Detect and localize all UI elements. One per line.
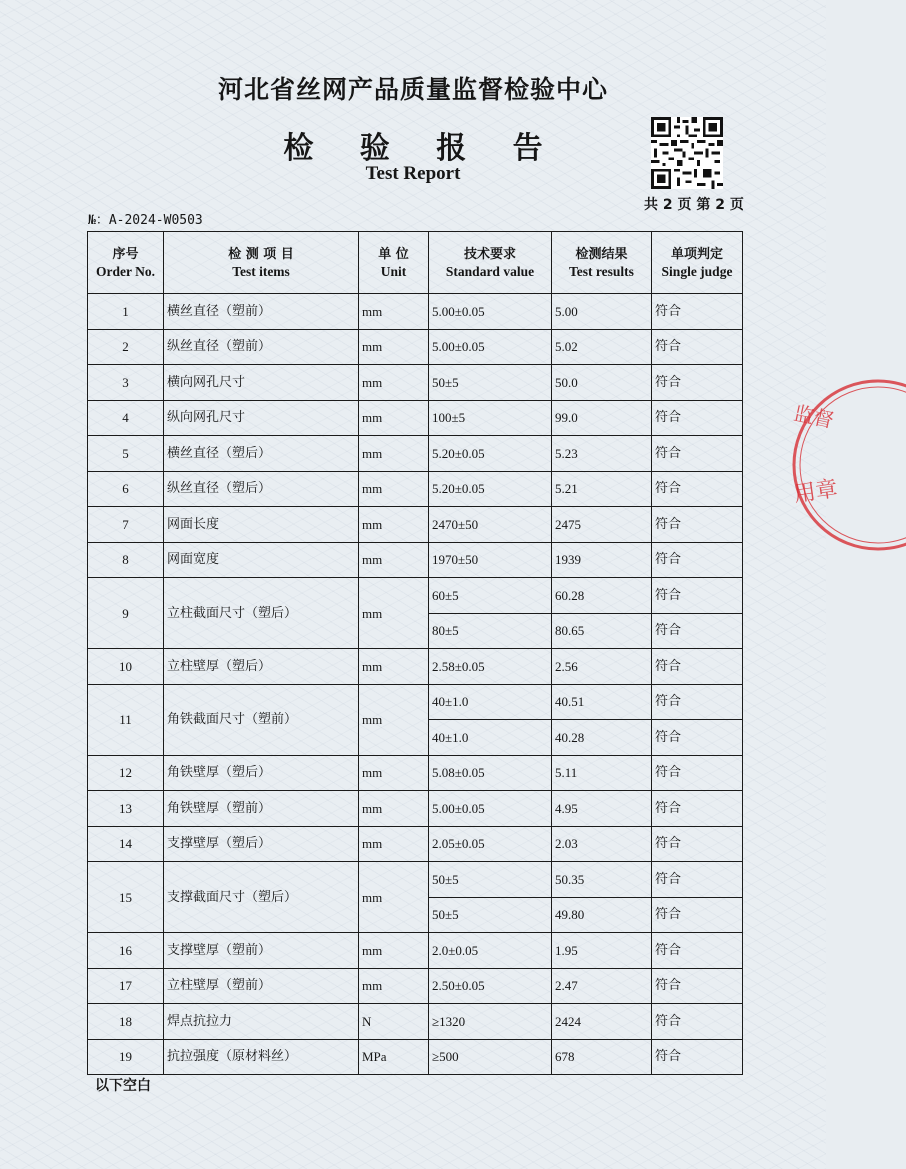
test-result-cell: 80.65 xyxy=(552,613,652,649)
unit-cell: mm xyxy=(359,968,429,1004)
order-no-cell: 16 xyxy=(88,933,164,969)
table-row xyxy=(88,1039,743,1075)
organization-title: 河北省丝网产品质量监督检验中心 xyxy=(217,75,608,104)
standard-value-cell: 2.05±0.05 xyxy=(429,826,552,862)
table-row xyxy=(88,684,743,720)
table-row xyxy=(88,862,743,898)
table-row xyxy=(88,400,743,436)
unit-cell: mm xyxy=(359,507,429,543)
judge-cell: 符合 xyxy=(652,507,743,543)
test-item-cell: 横丝直径（塑后） xyxy=(164,436,359,472)
table-row xyxy=(88,826,743,862)
test-result-cell: 60.28 xyxy=(552,578,652,614)
test-item-cell: 立柱壁厚（塑后） xyxy=(164,649,359,685)
header-unit xyxy=(359,232,429,294)
standard-value-cell: 5.00±0.05 xyxy=(429,329,552,365)
judge-cell: 符合 xyxy=(652,294,743,330)
unit-cell: mm xyxy=(359,436,429,472)
test-results-table xyxy=(87,231,743,1075)
unit-cell: mm xyxy=(359,791,429,827)
table-header-row xyxy=(88,232,743,294)
blank-below-note: 以下空白 xyxy=(95,1078,151,1094)
judge-cell: 符合 xyxy=(652,1004,743,1040)
test-result-cell: 678 xyxy=(552,1039,652,1075)
standard-value-cell: 40±1.0 xyxy=(429,684,552,720)
judge-cell: 符合 xyxy=(652,400,743,436)
seal-text-bottom: 用章 xyxy=(792,476,840,508)
judge-cell: 符合 xyxy=(652,755,743,791)
standard-value-cell: 5.08±0.05 xyxy=(429,755,552,791)
header-single-judge xyxy=(652,232,743,294)
table-row xyxy=(88,755,743,791)
order-no-cell: 6 xyxy=(88,471,164,507)
order-no-cell: 17 xyxy=(88,968,164,1004)
test-result-cell: 1939 xyxy=(552,542,652,578)
report-number: №：A-2024-W0503 xyxy=(88,213,203,228)
unit-cell: mm xyxy=(359,684,429,755)
table-row xyxy=(88,471,743,507)
judge-cell: 符合 xyxy=(652,1039,743,1075)
test-result-cell: 2.03 xyxy=(552,826,652,862)
test-item-cell: 支撑壁厚（塑后） xyxy=(164,826,359,862)
order-no-cell: 11 xyxy=(88,684,164,755)
standard-value-cell: 5.00±0.05 xyxy=(429,791,552,827)
test-result-cell: 5.21 xyxy=(552,471,652,507)
header-judge-cn: 单项判定 xyxy=(670,246,723,262)
unit-cell: mm xyxy=(359,471,429,507)
order-no-cell: 4 xyxy=(88,400,164,436)
unit-cell: mm xyxy=(359,329,429,365)
test-item-cell: 网面宽度 xyxy=(164,542,359,578)
test-result-cell: 5.00 xyxy=(552,294,652,330)
page-indicator: 共 2 页 第 2 页 xyxy=(644,197,744,213)
standard-value-cell: 100±5 xyxy=(429,400,552,436)
standard-value-cell: 1970±50 xyxy=(429,542,552,578)
test-item-cell: 横向网孔尺寸 xyxy=(164,365,359,401)
header-order-cn: 序号 xyxy=(112,246,139,262)
judge-cell: 符合 xyxy=(652,791,743,827)
header-unit-cn: 单 位 xyxy=(378,246,409,262)
header-res-cn: 检测结果 xyxy=(575,246,628,262)
test-item-cell: 纵丝直径（塑前） xyxy=(164,329,359,365)
test-item-cell: 角铁壁厚（塑前） xyxy=(164,791,359,827)
judge-cell: 符合 xyxy=(652,826,743,862)
standard-value-cell: 5.20±0.05 xyxy=(429,471,552,507)
test-item-cell: 横丝直径（塑前） xyxy=(164,294,359,330)
test-result-cell: 4.95 xyxy=(552,791,652,827)
judge-cell: 符合 xyxy=(652,365,743,401)
unit-cell: mm xyxy=(359,862,429,933)
test-item-cell: 纵向网孔尺寸 xyxy=(164,400,359,436)
order-no-cell: 8 xyxy=(88,542,164,578)
table-row xyxy=(88,365,743,401)
table-row xyxy=(88,791,743,827)
table-row xyxy=(88,507,743,543)
judge-cell: 符合 xyxy=(652,542,743,578)
order-no-cell: 2 xyxy=(88,329,164,365)
unit-cell: mm xyxy=(359,542,429,578)
judge-cell: 符合 xyxy=(652,684,743,720)
standard-value-cell: 50±5 xyxy=(429,862,552,898)
standard-value-cell: 50±5 xyxy=(429,365,552,401)
test-result-cell: 40.51 xyxy=(552,684,652,720)
unit-cell: mm xyxy=(359,649,429,685)
order-no-cell: 9 xyxy=(88,578,164,649)
header-order-no xyxy=(88,232,164,294)
seal-text-top: 监督 xyxy=(791,400,836,433)
test-result-cell: 5.23 xyxy=(552,436,652,472)
judge-cell: 符合 xyxy=(652,613,743,649)
judge-cell: 符合 xyxy=(652,968,743,1004)
table-row xyxy=(88,294,743,330)
order-no-cell: 14 xyxy=(88,826,164,862)
order-no-cell: 7 xyxy=(88,507,164,543)
test-result-cell: 49.80 xyxy=(552,897,652,933)
standard-value-cell: 80±5 xyxy=(429,613,552,649)
table-row xyxy=(88,329,743,365)
header-test-results xyxy=(552,232,652,294)
order-no-cell: 15 xyxy=(88,862,164,933)
order-no-cell: 3 xyxy=(88,365,164,401)
report-title-en: Test Report xyxy=(365,163,461,184)
standard-value-cell: 2470±50 xyxy=(429,507,552,543)
order-no-cell: 5 xyxy=(88,436,164,472)
test-result-cell: 1.95 xyxy=(552,933,652,969)
official-seal-stamp xyxy=(786,370,906,560)
test-result-cell: 5.02 xyxy=(552,329,652,365)
judge-cell: 符合 xyxy=(652,897,743,933)
unit-cell: mm xyxy=(359,365,429,401)
standard-value-cell: ≥1320 xyxy=(429,1004,552,1040)
test-item-cell: 支撑壁厚（塑前） xyxy=(164,933,359,969)
standard-value-cell: 5.20±0.05 xyxy=(429,436,552,472)
judge-cell: 符合 xyxy=(652,862,743,898)
judge-cell: 符合 xyxy=(652,436,743,472)
unit-cell: mm xyxy=(359,294,429,330)
standard-value-cell: 5.00±0.05 xyxy=(429,294,552,330)
qr-code-icon xyxy=(651,117,723,189)
test-result-cell: 50.0 xyxy=(552,365,652,401)
report-title-cn: 检 验 报 告 xyxy=(283,131,561,166)
table-row xyxy=(88,436,743,472)
header-order-en: Order No. xyxy=(96,263,155,279)
judge-cell: 符合 xyxy=(652,933,743,969)
standard-value-cell: 60±5 xyxy=(429,578,552,614)
header-item-cn: 检 测 项 目 xyxy=(228,246,294,262)
judge-cell: 符合 xyxy=(652,649,743,685)
order-no-cell: 19 xyxy=(88,1039,164,1075)
order-no-cell: 12 xyxy=(88,755,164,791)
header-unit-en: Unit xyxy=(380,263,407,279)
test-result-cell: 50.35 xyxy=(552,862,652,898)
test-item-cell: 焊点抗拉力 xyxy=(164,1004,359,1040)
test-item-cell: 网面长度 xyxy=(164,507,359,543)
test-result-cell: 2.56 xyxy=(552,649,652,685)
table-row xyxy=(88,1004,743,1040)
unit-cell: mm xyxy=(359,755,429,791)
unit-cell: MPa xyxy=(359,1039,429,1075)
table-row xyxy=(88,578,743,614)
standard-value-cell: 2.0±0.05 xyxy=(429,933,552,969)
standard-value-cell: ≥500 xyxy=(429,1039,552,1075)
table-row xyxy=(88,933,743,969)
test-result-cell: 99.0 xyxy=(552,400,652,436)
standard-value-cell: 50±5 xyxy=(429,897,552,933)
table-row xyxy=(88,968,743,1004)
order-no-cell: 13 xyxy=(88,791,164,827)
header-test-items xyxy=(164,232,359,294)
test-result-cell: 2424 xyxy=(552,1004,652,1040)
header-item-en: Test items xyxy=(232,263,290,279)
header-res-en: Test results xyxy=(569,263,634,279)
table-row xyxy=(88,542,743,578)
standard-value-cell: 2.58±0.05 xyxy=(429,649,552,685)
test-item-cell: 角铁壁厚（塑后） xyxy=(164,755,359,791)
test-item-cell: 抗拉强度（原材料丝） xyxy=(164,1039,359,1075)
test-result-cell: 2.47 xyxy=(552,968,652,1004)
unit-cell: mm xyxy=(359,826,429,862)
header-std-cn: 技术要求 xyxy=(463,246,516,262)
unit-cell: N xyxy=(359,1004,429,1040)
test-item-cell: 纵丝直径（塑后） xyxy=(164,471,359,507)
unit-cell: mm xyxy=(359,578,429,649)
unit-cell: mm xyxy=(359,400,429,436)
order-no-cell: 18 xyxy=(88,1004,164,1040)
test-item-cell: 立柱壁厚（塑前） xyxy=(164,968,359,1004)
judge-cell: 符合 xyxy=(652,578,743,614)
test-item-cell: 立柱截面尺寸（塑后） xyxy=(164,578,359,649)
judge-cell: 符合 xyxy=(652,329,743,365)
test-item-cell: 角铁截面尺寸（塑前） xyxy=(164,684,359,755)
test-result-cell: 2475 xyxy=(552,507,652,543)
standard-value-cell: 40±1.0 xyxy=(429,720,552,756)
header-judge-en: Single judge xyxy=(661,263,733,279)
judge-cell: 符合 xyxy=(652,720,743,756)
order-no-cell: 10 xyxy=(88,649,164,685)
unit-cell: mm xyxy=(359,933,429,969)
standard-value-cell: 2.50±0.05 xyxy=(429,968,552,1004)
header-std-en: Standard value xyxy=(445,263,535,279)
test-item-cell: 支撑截面尺寸（塑后） xyxy=(164,862,359,933)
table-row xyxy=(88,649,743,685)
judge-cell: 符合 xyxy=(652,471,743,507)
test-result-cell: 5.11 xyxy=(552,755,652,791)
order-no-cell: 1 xyxy=(88,294,164,330)
header-standard-value xyxy=(429,232,552,294)
test-result-cell: 40.28 xyxy=(552,720,652,756)
